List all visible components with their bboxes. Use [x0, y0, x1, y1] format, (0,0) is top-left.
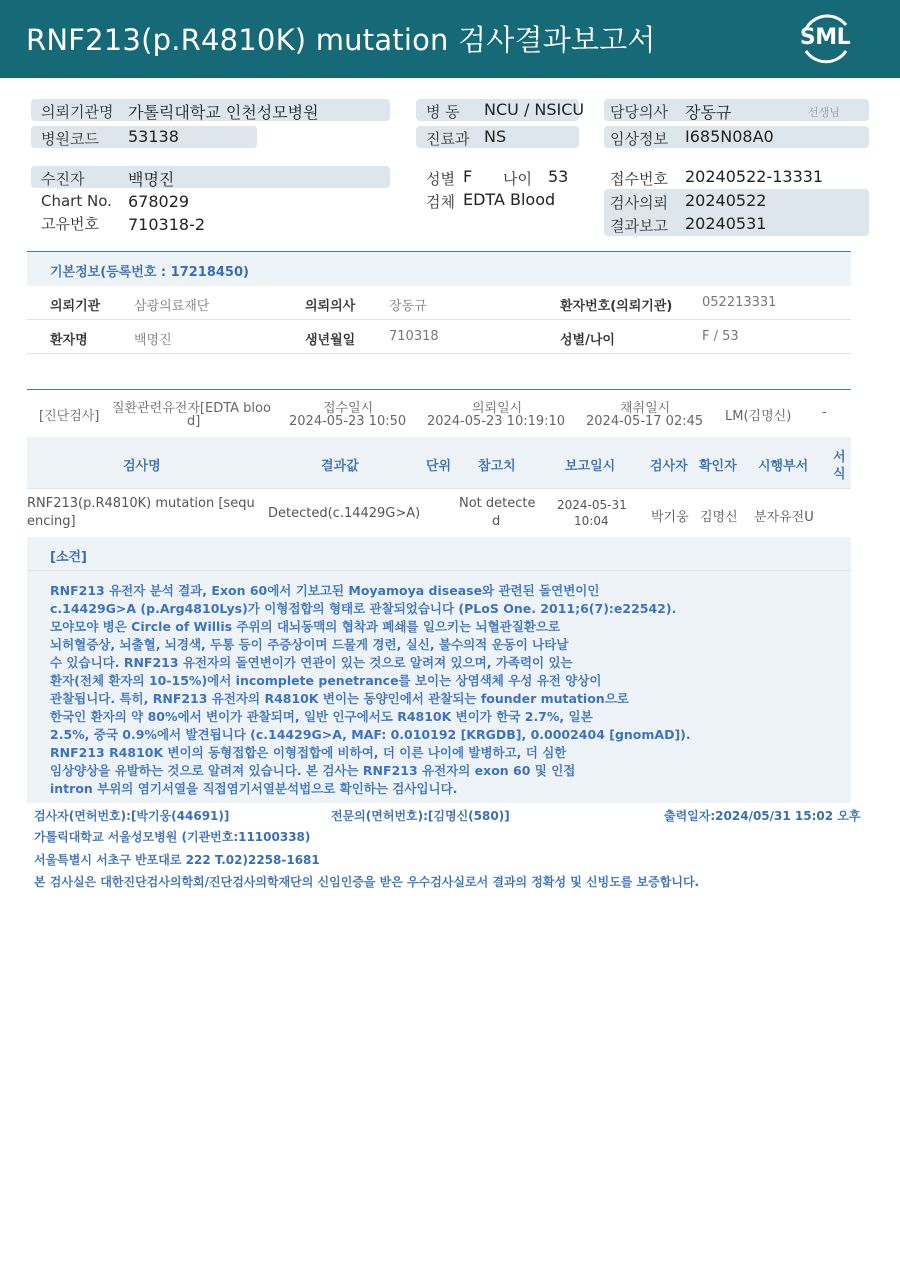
ward-label: 병 동 [426, 103, 460, 121]
opinion-line: intron 부위의 염기서열을 직접염기서열분석법으로 확인하는 검사입니다. [50, 781, 458, 796]
test-name-line1: 질환관련유전자[EDTA bloo [112, 401, 271, 416]
requested-value: 2024-05-23 10:19:10 [427, 414, 566, 429]
chart-label: Chart No. [41, 192, 112, 210]
specimen-value: EDTA Blood [463, 190, 556, 209]
th-report-date: 보고일시 [565, 459, 616, 474]
opinion-line: 임상양상을 유발하는 것으로 알려져 있습니다. 본 검사는 RNF213 유전자의 exon 60 및 인접 [50, 763, 576, 778]
opinion-line: RNF213 R4810K 변이의 동형접합은 이형접합에 비하여, 더 이른 나이에 발병하고, 더 심한 [50, 745, 567, 760]
opinion-line: 환자(전체 환자의 10-15%)에서 incomplete penetrance를 보이는 상염색체 우성 유전 양상이 [50, 673, 602, 688]
id-label: 고유번호 [41, 215, 99, 233]
opinion-line: 수 있습니다. RNF213 유전자의 돌연변이가 연관이 있는 것으로 알려져 있으며, 가족력이 있는 [50, 655, 573, 670]
doctor-label: 담당의사 [610, 103, 668, 121]
basic-info-table [27, 251, 851, 355]
patient-label: 수진자 [41, 170, 85, 188]
logo-text: SML [799, 25, 851, 50]
patient-value: 백명진 [128, 170, 175, 189]
th-format-l1: 서 [833, 450, 846, 465]
opinion-body [27, 571, 851, 803]
report-header [0, 0, 900, 78]
receipt-label: 접수번호 [610, 170, 668, 188]
row-ref-line1: Not detecte [459, 496, 536, 511]
row-tester: 박기웅 [651, 510, 689, 525]
basic-val-patient-name: 백명진 [134, 333, 172, 348]
row-name-line2: encing] [27, 514, 76, 529]
sex-label: 성별 [426, 170, 455, 188]
request-value: 20240522 [685, 191, 767, 210]
th-tester: 검사자 [650, 459, 688, 474]
received-value: 2024-05-23 10:50 [289, 414, 407, 429]
lm-value: LM(김명신) [725, 409, 792, 424]
basic-info-heading: 기본정보(등록번호 : 17218450) [50, 265, 249, 280]
footer-address: 서울특별시 서초구 반포대로 222 T.02)2258-1681 [34, 853, 320, 867]
ward-value: NCU / NSICU [484, 100, 585, 119]
basic-val-patient-no: 052213331 [702, 295, 777, 310]
footer-tester: 검사자(면허번호):[박기웅(44691)] [34, 809, 230, 823]
footer-hospital: 가톨릭대학교 서울성모병원 (기관번호:11100338) [34, 830, 311, 844]
th-format-l2: 식 [833, 467, 846, 482]
basic-info-heading-bar [27, 252, 851, 286]
basic-info-row [27, 286, 851, 320]
clinical-value: I685N08A0 [685, 127, 774, 146]
test-summary-rule [27, 389, 851, 390]
opinion-heading: [소견] [50, 550, 87, 565]
received-label: 접수일시 [323, 401, 374, 416]
doctor-value: 장동규 [685, 103, 732, 122]
th-unit: 단위 [426, 459, 452, 474]
basic-key-birth: 생년월일 [305, 333, 356, 348]
row-date-line2: 10:04 [574, 514, 609, 528]
dept-value: NS [484, 127, 507, 146]
dash-value: - [822, 405, 827, 420]
request-label: 검사의뢰 [610, 194, 668, 212]
opinion-line: c.14429G>A (p.Arg4810Lys)가 이형접합의 형태로 관찰되었습니다 (PLoS One. 2011;6(7):e22542). [50, 601, 677, 616]
collected-value: 2024-05-17 02:45 [586, 414, 704, 429]
opinion-line: 뇌허혈증상, 뇌출혈, 뇌경색, 두통 등이 주증상이며 드물게 경련, 실신, 불수의적 운동이 나타날 [50, 637, 569, 652]
result-table-header [27, 437, 851, 489]
dept-label: 진료과 [426, 130, 470, 148]
opinion-line: 2.5%, 중국 0.9%에서 발견됩니다 (c.14429G>A, MAF: 0.010192 [KRGDB], 0.0002404 [gnomAD]). [50, 727, 691, 742]
report-title: RNF213(p.R4810K) mutation 검사결과보고서 [26, 23, 656, 57]
basic-val-birth: 710318 [389, 329, 439, 344]
requested-label: 의뢰일시 [472, 401, 523, 416]
basic-val-doctor: 장동규 [389, 299, 427, 314]
doctor-suffix: 선생님 [808, 106, 840, 119]
report-value: 20240531 [685, 214, 767, 233]
basic-val-sex-age: F / 53 [702, 329, 739, 344]
basic-key-doctor: 의뢰의사 [305, 299, 356, 314]
opinion-line: 관찰됩니다. 특히, RNF213 유전자의 R4810K 변이는 동양인에서 관찰되는 founder mutation으로 [50, 691, 629, 706]
opinion-line: 모야모야 병은 Circle of Willis 주위의 대뇌동맥의 협착과 폐쇄를 일으키는 뇌혈관질환으로 [50, 619, 561, 634]
institution-value: 가톨릭대학교 인천성모병원 [128, 103, 319, 122]
clinical-label: 임상정보 [610, 130, 668, 148]
receipt-value: 20240522-13331 [685, 167, 824, 186]
th-result: 결과값 [321, 459, 359, 474]
chart-value: 678029 [128, 192, 190, 211]
collected-label: 채취일시 [620, 401, 671, 416]
sml-logo [796, 11, 854, 67]
th-department: 시행부서 [758, 459, 809, 474]
age-value: 53 [548, 167, 569, 186]
age-label: 나이 [503, 170, 532, 188]
th-test-name: 검사명 [123, 459, 161, 474]
opinion-heading-bar [27, 537, 851, 571]
sex-value: F [463, 167, 473, 186]
footer-certification: 본 검사실은 대한진단검사의학회/진단검사의학재단의 신임인증을 받은 우수검사실로서 결과의 정확성 및 신빙도를 보증합니다. [34, 875, 700, 889]
row-ref-line2: d [492, 514, 501, 529]
row-result: Detected(c.14429G>A) [268, 506, 421, 521]
row-confirmer: 김명신 [700, 510, 738, 525]
test-name-line2: d] [187, 414, 201, 429]
hospital-code-label: 병원코드 [41, 130, 99, 148]
row-dept: 분자유전U [754, 510, 814, 525]
footer-printed-date: 출력일자:2024/05/31 15:02 오후 [664, 809, 861, 823]
row-date-line1: 2024-05-31 [557, 498, 627, 512]
basic-key-patient-name: 환자명 [50, 333, 88, 348]
th-reference: 참고치 [478, 459, 516, 474]
test-type: [진단검사] [39, 409, 100, 424]
institution-label: 의뢰기관명 [41, 103, 114, 121]
opinion-line: 한국인 환자의 약 80%에서 변이가 관찰되며, 일반 인구에서도 R4810K 변이가 한국 2.7%, 일본 [50, 709, 593, 724]
th-confirmer: 확인자 [699, 459, 737, 474]
basic-val-institution: 삼광의료재단 [134, 299, 210, 314]
hospital-code-value: 53138 [128, 127, 179, 146]
footer-specialist: 전문의(면허번호):[김명신(580)] [331, 809, 510, 823]
opinion-line: RNF213 유전자 분석 결과, Exon 60에서 기보고된 Moyamoya disease와 관련된 돌연변이인 [50, 583, 600, 598]
basic-key-institution: 의뢰기관 [50, 299, 101, 314]
specimen-label: 검체 [426, 193, 455, 211]
id-value: 710318-2 [128, 215, 206, 234]
basic-key-sex-age: 성별/나이 [560, 333, 615, 348]
patient-field [31, 166, 390, 188]
row-name-line1: RNF213(p.R4810K) mutation [sequ [27, 496, 255, 511]
basic-key-patient-no: 환자번호(의뢰기관) [560, 299, 673, 314]
basic-info-row [27, 320, 851, 354]
report-label: 결과보고 [610, 217, 668, 235]
